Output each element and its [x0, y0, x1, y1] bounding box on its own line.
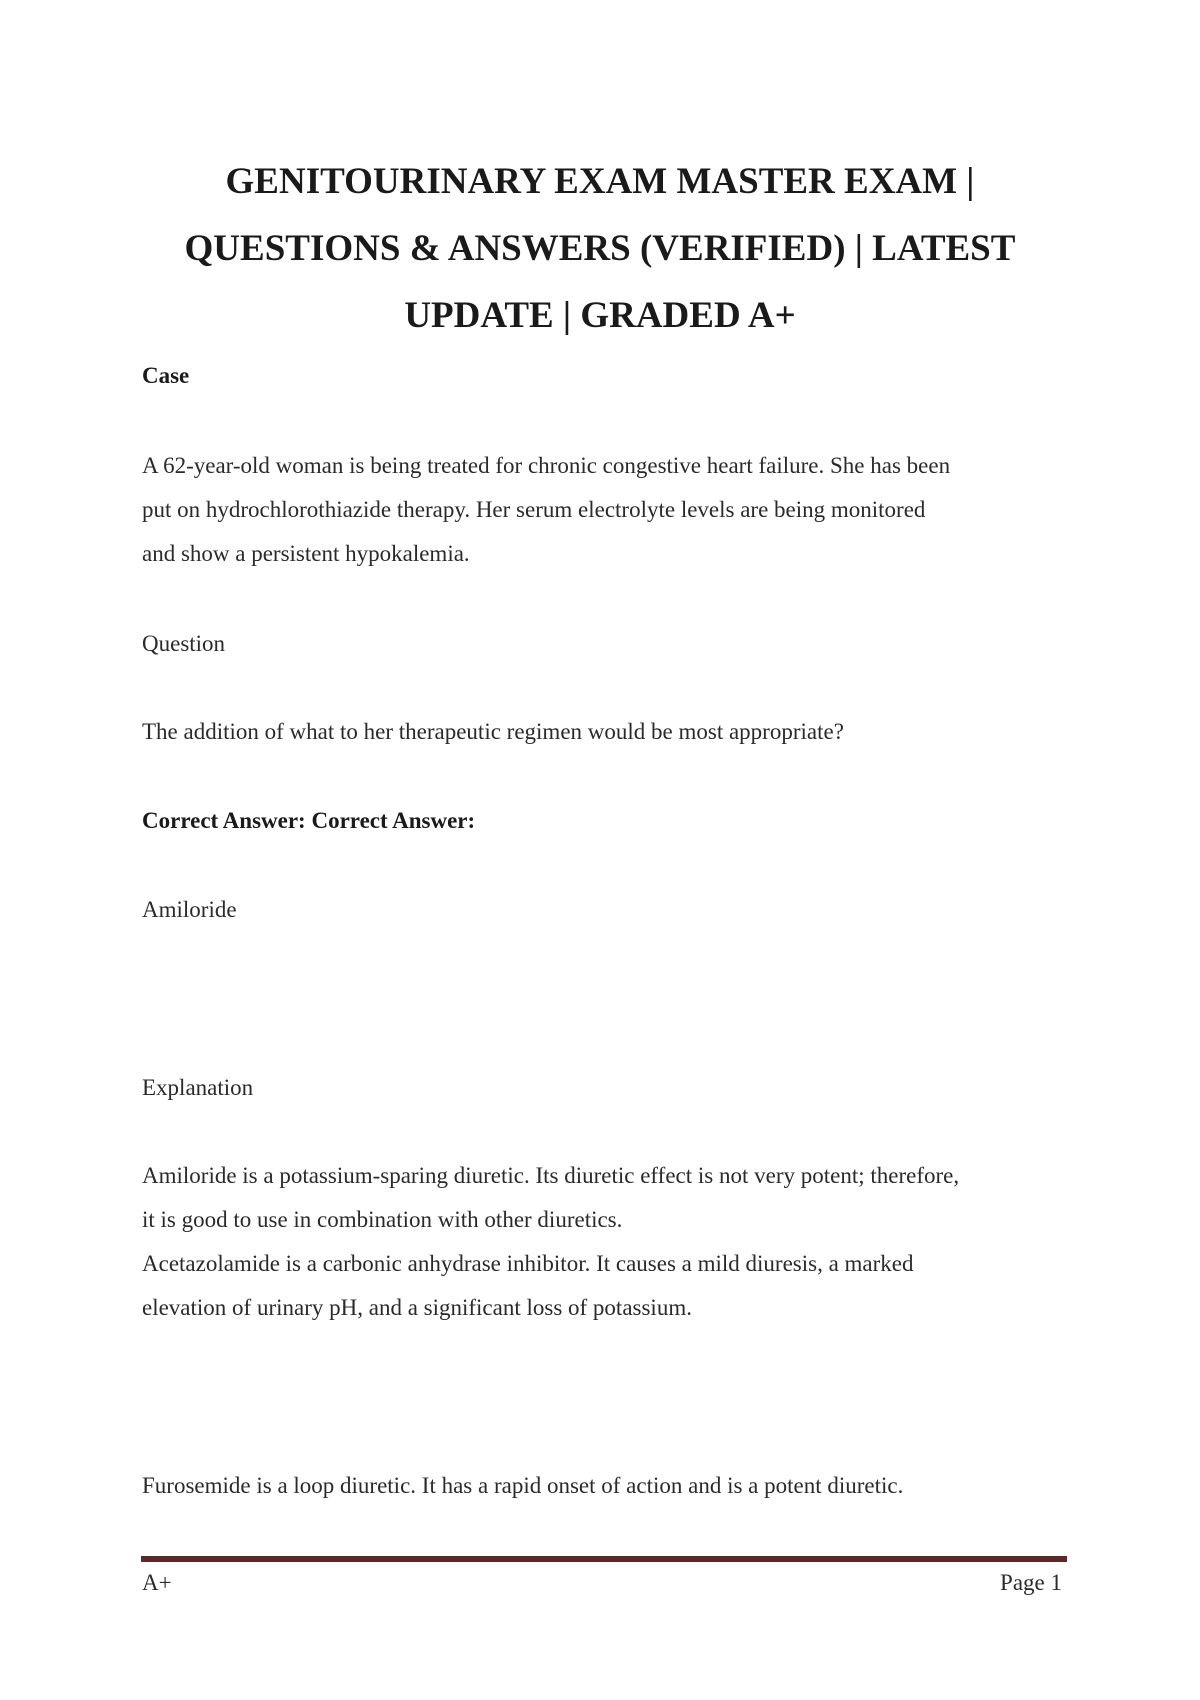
document-title	[120, 148, 1080, 349]
footer-grade: A+	[142, 1570, 172, 1595]
explanation-line: Amiloride is a potassium-sparing diuretic. Its diuretic effect is not very potent; therefore,	[142, 1163, 960, 1188]
explanation-heading: Explanation	[142, 1075, 254, 1100]
title-line: GENITOURINARY EXAM MASTER EXAM |	[225, 161, 975, 202]
title-line: UPDATE | GRADED A+	[404, 295, 796, 336]
explanation-line: elevation of urinary pH, and a significant loss of potassium.	[142, 1295, 692, 1320]
answer-text: Amiloride	[142, 897, 237, 922]
footer-divider	[141, 1556, 1067, 1562]
case-line: and show a persistent hypokalemia.	[142, 541, 470, 566]
explanation-line: Acetazolamide is a carbonic anhydrase inhibitor. It causes a mild diuresis, a marked	[142, 1251, 914, 1276]
page-number: Page 1	[1000, 1570, 1062, 1595]
title-line: QUESTIONS & ANSWERS (VERIFIED) | LATEST	[184, 228, 1016, 269]
case-line: A 62-year-old woman is being treated for chronic congestive heart failure. She has been	[142, 453, 951, 478]
question-heading: Question	[142, 631, 226, 656]
furosemide-text: Furosemide is a loop diuretic. It has a rapid onset of action and is a potent diuretic.	[142, 1473, 904, 1498]
question-text: The addition of what to her therapeutic regimen would be most appropriate?	[142, 719, 844, 744]
explanation-paragraph	[142, 1154, 1002, 1330]
case-line: put on hydrochlorothiazide therapy. Her serum electrolyte levels are being monitored	[142, 497, 926, 522]
case-paragraph	[142, 444, 1002, 576]
explanation-line: it is good to use in combination with other diuretics.	[142, 1207, 623, 1232]
correct-answer-label: Correct Answer: Correct Answer:	[142, 808, 476, 833]
case-heading: Case	[142, 363, 190, 388]
